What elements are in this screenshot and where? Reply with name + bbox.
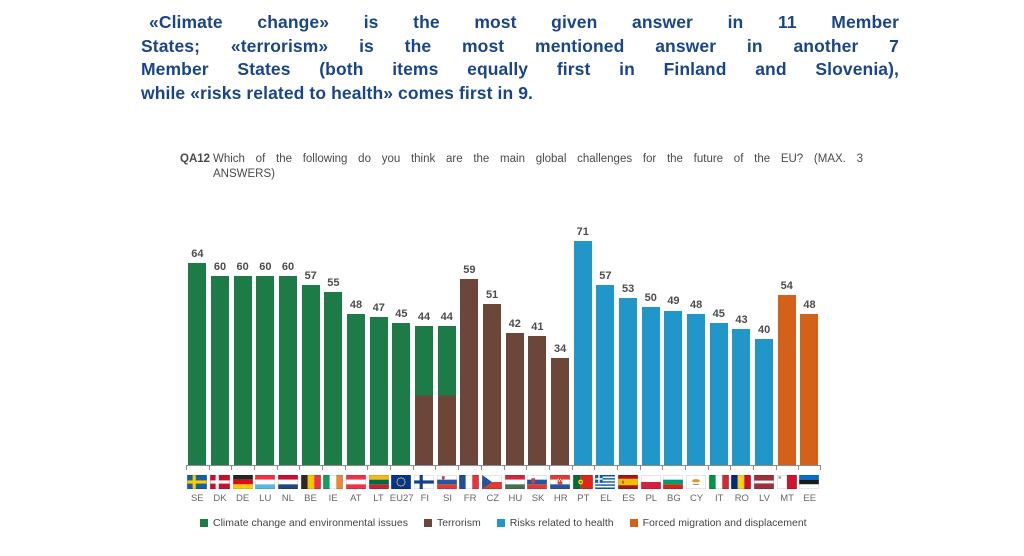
flag-es-icon [617,475,640,489]
legend-item-migration [630,517,807,529]
country-label-cy: CY [689,492,704,504]
bar-value-el: 57 [599,270,612,283]
flag-fr-icon [458,475,481,489]
axis-tick [640,466,641,470]
bar-dk [211,276,229,465]
country-label-dk: DK [213,492,227,504]
country-label-pl: PL [645,492,658,504]
country-label-es: ES [622,492,635,504]
bar-value-de: 60 [236,260,249,273]
flag-ee-icon [798,475,821,489]
legend-label-climate: Climate change and environmental issues [213,516,408,529]
bar-column-fi [413,240,436,465]
axis-tick [322,466,323,470]
axis-tick [549,466,550,470]
bar-el [596,285,614,465]
axis-tick [458,466,459,470]
axis-tick [730,466,731,470]
country-label-fr: FR [463,492,477,504]
country-label-hr: HR [553,492,568,504]
bar-fi [415,326,433,465]
bar-column-hr [549,240,572,465]
country-label-eu27: EU27 [389,492,414,504]
bar-value-cz: 51 [485,289,499,302]
flag-be-icon [299,475,322,489]
bar-column-de [231,240,254,465]
bar-be [302,285,320,465]
bar-value-ro: 43 [735,314,748,327]
bar-column-si [435,240,458,465]
axis-tick [209,466,210,470]
legend-label-health: Risks related to health [509,516,614,529]
country-label-ee: EE [803,492,817,504]
axis-tick [481,466,482,470]
flag-it-icon [707,475,730,489]
bar-column-pt [571,226,594,465]
legend-item-terrorism [424,517,481,529]
country-label-be: BE [304,492,317,504]
question-text-line: Which of the following do you think are the main global challenges for the future of the EU? (MAX. 3 [213,152,863,165]
legend [200,517,821,529]
bar-column-be [299,240,322,465]
bar-value-dk: 60 [213,260,227,273]
bar-column-es [617,240,640,465]
bar-column-fr [458,240,481,465]
flag-se-icon [186,475,209,489]
country-label-lu: LU [259,492,272,504]
question-code: QA12 [180,152,211,165]
country-label-mt: MT [780,492,794,504]
bar-value-be: 57 [304,270,317,283]
flag-mt-icon [775,475,798,489]
flag-ro-icon [730,475,753,489]
bar-ee [800,314,818,465]
bar-mt [778,295,796,465]
bar-value-pl: 50 [644,292,657,305]
bar-value-ee: 48 [803,298,816,311]
flag-pt-icon [571,475,594,489]
country-label-se: SE [190,492,204,504]
bar-value-lt: 47 [372,301,385,314]
legend-label-migration: Forced migration and displacement [642,516,807,529]
bar-value-sk: 41 [531,320,544,333]
axis-tick [435,466,436,470]
bar-column-it [707,240,730,465]
chart-question [180,152,1024,182]
bar-ie [324,292,342,465]
headline-line: «Climate change» is the most given answer in 11 Member [149,12,899,32]
question-text-line: ANSWERS) [213,167,275,180]
bar-column-lt [367,240,390,465]
bar-si [438,326,456,465]
bar-bg [664,311,682,465]
bar-fr [460,279,478,465]
country-label-el: EL [600,492,612,504]
bar-value-it: 45 [712,308,725,321]
country-label-fi: FI [420,492,430,504]
country-label-lv: LV [759,492,770,504]
flag-el-icon [594,475,617,489]
country-label-at: AT [350,492,362,504]
axis-tick [390,466,391,470]
bar-column-el [594,240,617,465]
flag-lt-icon [367,475,390,489]
bar-column-hu [503,240,526,465]
flag-ie-icon [322,475,345,489]
flag-eu27-icon [390,475,413,489]
axis-tick [708,466,709,470]
bar-value-cy: 48 [689,298,703,311]
bar-column-se [186,240,209,465]
axis-tick [345,466,346,470]
country-label-si: SI [443,492,452,504]
headline [141,11,899,106]
bar-value-se: 64 [191,248,204,261]
headline-line: States; «terrorism» is the most mentioned answer in another 7 [141,35,899,56]
bar-value-at: 48 [349,298,363,311]
legend-swatch-migration [630,519,638,527]
bar-lu [256,276,274,465]
axis-tick [254,466,255,470]
legend-item-climate [200,517,408,529]
axis-tick [594,466,595,470]
flag-sk-icon [526,475,549,489]
bar-column-bg [662,240,685,465]
bar-pl [642,307,660,465]
legend-swatch-terrorism [424,519,432,527]
axis-tick [413,466,414,470]
bar-value-fi: 44 [417,311,431,324]
country-labels-row [186,493,821,504]
bar-hr [551,358,569,465]
flag-hr-icon [549,475,572,489]
country-label-ie: IE [328,492,338,504]
bar-value-fr: 59 [463,263,476,276]
bar-column-dk [209,240,232,465]
bar-value-eu27: 45 [395,308,408,321]
flag-nl-icon [277,475,300,489]
bar-column-at [345,240,368,465]
bar-column-nl [277,240,300,465]
question-text [213,152,863,182]
bar-es [619,298,637,465]
axis-tick [685,466,686,470]
country-label-lt: LT [373,492,384,504]
axis-tick [504,466,505,470]
country-label-ro: RO [734,492,749,504]
bar-value-pt: 71 [576,226,589,239]
headline-line: while «risks related to health» comes first in 9. [141,83,533,104]
legend-item-health [497,517,614,529]
bar-value-nl: 60 [281,260,295,273]
bar-column-ie [322,240,345,465]
flag-cz-icon [481,475,504,489]
legend-swatch-health [497,519,505,527]
bar-ro [732,329,750,464]
bar-column-ro [730,240,753,465]
bar-value-hr: 34 [553,342,567,355]
plot-area [186,226,821,466]
bar-hu [506,333,524,465]
bar-value-es: 53 [621,282,635,295]
country-label-bg: BG [667,492,681,504]
flag-fi-icon [413,475,436,489]
axis-tick [776,466,777,470]
bar-column-ee [798,240,821,465]
bar-value-hu: 42 [508,317,521,330]
bar-value-ie: 55 [327,276,340,289]
axis-tick [662,466,663,470]
axis-tick [299,466,300,470]
bar-value-lv: 40 [758,323,771,336]
flag-at-icon [345,475,368,489]
legend-swatch-climate [200,519,208,527]
flag-hu-icon [503,475,526,489]
bar-lv [755,339,773,465]
legend-label-terrorism: Terrorism [436,516,481,529]
bar-column-lv [753,240,776,465]
axis-tick [526,466,527,470]
country-label-pt: PT [577,492,590,504]
axis-tick [186,466,187,470]
bar-pt [574,241,592,465]
flag-de-icon [231,475,254,489]
bar-value-si: 44 [440,311,453,324]
country-label-sk: SK [531,492,545,504]
bar-chart [186,226,821,529]
bar-it [710,323,728,465]
bar-value-mt: 54 [780,279,793,292]
axis-tick [753,466,754,470]
bar-column-sk [526,240,549,465]
bar-value-lu: 60 [259,260,272,273]
axis-tick [572,466,573,470]
bar-nl [279,276,297,465]
axis-tick [798,466,799,470]
flag-si-icon [435,475,458,489]
country-label-de: DE [236,492,250,504]
bar-de [234,276,252,465]
country-label-nl: NL [281,492,294,504]
flag-bg-icon [662,475,685,489]
x-axis-ticks [186,466,821,471]
bar-eu27 [392,323,410,465]
axis-tick [277,466,278,470]
flag-dk-icon [209,475,232,489]
headline-line: Member States (both items equally first in Finland and Slovenia), [141,59,899,80]
bar-value-bg: 49 [667,295,680,308]
bar-column-eu27 [390,240,413,465]
bar-lt [370,317,388,465]
bar-sk [528,336,546,465]
country-label-hu: HU [508,492,523,504]
bar-column-cz [481,240,504,465]
bar-column-cy [685,240,708,465]
axis-tick [367,466,368,470]
flag-lu-icon [254,475,277,489]
bar-column-mt [775,240,798,465]
bar-column-lu [254,240,277,465]
axis-tick [231,466,232,470]
flag-pl-icon [639,475,662,489]
flags-row [186,475,821,489]
axis-tick [617,466,618,470]
flag-lv-icon [753,475,776,489]
country-label-cz: CZ [486,492,500,504]
flag-cy-icon [685,475,708,489]
bar-cz [483,304,501,465]
axis-tick [820,466,821,470]
bar-se [188,263,206,465]
bar-at [347,314,365,465]
bar-column-pl [639,240,662,465]
bar-cy [687,314,705,465]
country-label-it: IT [714,492,724,504]
